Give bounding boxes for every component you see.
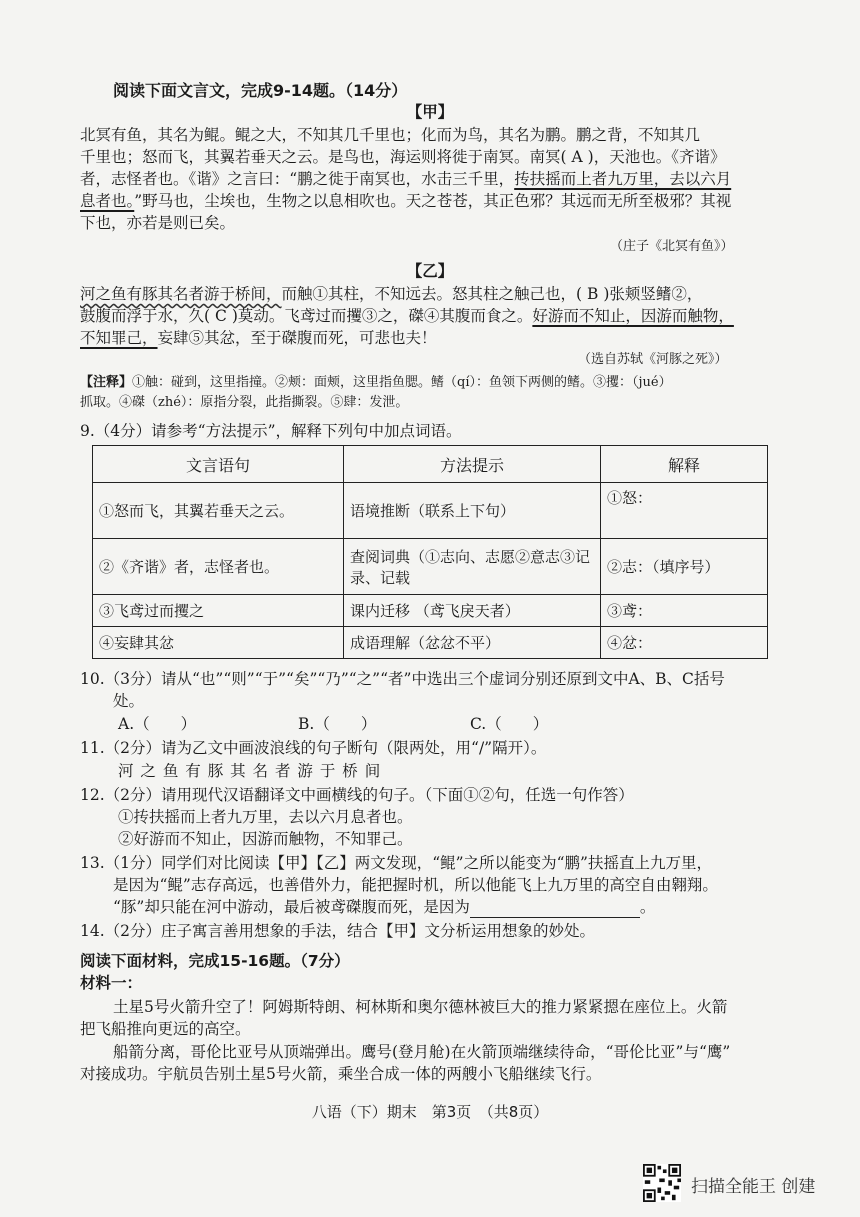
- page-footer: 八语（下）期末 第3页 （共8页）: [311, 1103, 549, 1121]
- q13-line-3: “豚”却只能在河中游动，最后被鸢磔腹而死，是因为 。: [113, 898, 656, 916]
- q10-option-B[interactable]: B.（ ）: [298, 715, 377, 733]
- material-1-p1-l2: 把飞船推向更远的高空。: [80, 1020, 251, 1038]
- yi-title: 【乙】: [406, 262, 454, 280]
- note-line-1: 【注释】①触：碰到，这里指撞。②颊：面颊，这里指鱼腮。鳍（qí）：鱼领下两侧的鳍。③攫：（jué）: [80, 375, 672, 390]
- q9-sentence: ④妄肆其忿: [93, 627, 344, 659]
- jia-source: （庄子《北冥有鱼》）: [610, 239, 734, 254]
- jia-line-5: 下也，亦若是则已矣。: [80, 214, 236, 232]
- jia-line-2: 千里也；怒而飞，其翼若垂天之云。是鸟也，海运则将徙于南冥。南冥( A )，天池也。《齐谐》: [80, 148, 726, 166]
- q10-line-2: 处。: [113, 692, 145, 710]
- material-1-p2-l2: 对接成功。宇航员告别土星5号火箭，乘坐合成一体的两艘小飞船继续飞行。: [80, 1065, 602, 1083]
- q9-hint: 语境推断（联系上下句）: [344, 483, 601, 539]
- table-row: [93, 483, 768, 539]
- jia-line-4: 息者也。”野马也，尘埃也，生物之以息相吹也。天之苍苍，其正色邪？其远而无所至极邪？其视: [80, 192, 732, 210]
- translate-underline-1: 抟扶摇而上者九万里，去以六月: [514, 170, 732, 188]
- q13-line-2: 是因为“鲲”志存高远，也善借外力，能把握时机，所以他能飞上九万里的高空自由翱翔。: [113, 876, 718, 894]
- q9-header-sentence: 文言语句: [93, 446, 344, 483]
- section-heading: 阅读下面文言文，完成9-14题。（14分）: [113, 81, 408, 100]
- q12-sentence-1: ①抟扶摇而上者九万里，去以六月息者也。: [118, 808, 413, 826]
- q11-sentence: 河 之 鱼 有 豚 其 名 者 游 于 桥 间: [118, 762, 382, 780]
- material-1-p2-l1: 船箭分离，哥伦比亚号从顶端弹出。鹰号(登月舱)在火箭顶端继续待命，“哥伦比亚”与“鹰”: [113, 1043, 731, 1061]
- q10-line-1: 10.（3分）请从“也”“则”“于”“矣”“乃”“之”“者”中选出三个虚词分别还原到文中A、B、C括号: [80, 670, 725, 688]
- yi-line-1: 河之鱼有豚其名者游于桥间，而触①其柱，不知远去。怒其柱之触己也，( B )张颊竖鳍②，: [80, 285, 703, 303]
- q10-option-A[interactable]: A.（ ）: [118, 715, 197, 733]
- q10-option-C[interactable]: C.（ ）: [470, 715, 549, 733]
- q11-stem: 11.（2分）请为乙文中画波浪线的句子断句（限两处，用“/”隔开）。: [80, 739, 547, 757]
- yi-source: （选自苏轼《河豚之死》）: [578, 352, 728, 367]
- blank-C: C: [215, 307, 227, 325]
- jia-line-3: 者，志怪者也。《谐》之言曰：“鹏之徙于南冥也，水击三千里，抟扶摇而上者九万里，去以六月: [80, 170, 732, 188]
- qr-code-icon: [643, 1164, 681, 1202]
- note-line-2: 抓取。④磔（zhé）：原指分裂，此指撕裂。⑤肆：发泄。: [80, 395, 409, 410]
- q9-hint: 课内迁移 （鸢飞戾天者）: [344, 595, 601, 627]
- q9-answer-cell[interactable]: ②志：（填序号）: [601, 539, 768, 595]
- q9-header-answer: 解释: [601, 446, 768, 483]
- material-1-p1-l1: 土星5号火箭升空了！阿姆斯特朗、柯林斯和奥尔德林被巨大的推力紧紧摁在座位上。火箭: [113, 998, 728, 1016]
- q9-table: [92, 445, 768, 659]
- q12-stem: 12.（2分）请用现代汉语翻译文中画横线的句子。（下面①②句，任选一句作答）: [80, 786, 634, 804]
- blank-B: B: [587, 285, 599, 303]
- q14-stem: 14.（2分）庄子寓言善用想象的手法，结合【甲】文分析运用想象的妙处。: [80, 922, 596, 940]
- q9-answer-cell[interactable]: ④忿：: [601, 627, 768, 659]
- q9-answer-cell[interactable]: ①怒：: [601, 483, 768, 539]
- q9-sentence: ③飞鸢过而攫之: [93, 595, 344, 627]
- table-row: [93, 539, 768, 595]
- translate-underline-2: 好游而不知止，因游而触物，: [532, 307, 734, 325]
- watermark-text: 扫描全能王 创建: [691, 1177, 816, 1197]
- translate-underline-1b: 息者也。: [80, 192, 135, 210]
- table-row: [93, 595, 768, 627]
- q9-answer-cell[interactable]: ③鸢：: [601, 595, 768, 627]
- q9-header-hint: 方法提示: [344, 446, 601, 483]
- blank-A: A: [571, 148, 583, 166]
- table-row: [93, 627, 768, 659]
- wavy-sentence: 河之鱼有豚其名者游于桥间，: [80, 285, 282, 303]
- q12-sentence-2: ②好游而不知止，因游而触物，不知罪己。: [118, 830, 413, 848]
- q13-line-1: 13.（1分）同学们对比阅读【甲】【乙】两文发现，“鲲”之所以能变为“鹏”扶摇直上九万里，: [80, 854, 712, 872]
- translate-underline-2b: 不知罪己，: [80, 329, 158, 347]
- scanner-watermark: [643, 1164, 843, 1204]
- jia-title: 【甲】: [406, 103, 454, 121]
- q13-answer-blank[interactable]: [470, 901, 640, 918]
- jia-line-1: 北冥有鱼，其名为鲲。鲲之大，不知其几千里也；化而为鸟，其名为鹏。鹏之背，不知其几: [80, 126, 701, 144]
- yi-line-3: 不知罪己，妄肆⑤其忿，至于磔腹而死，可悲也夫！: [80, 329, 437, 347]
- q9-hint: 查阅词典（①志向、志愿②意志③记录、记载: [344, 539, 601, 595]
- q9-sentence: ①怒而飞，其翼若垂天之云。: [93, 483, 344, 539]
- q9-sentence: ②《齐谐》者，志怪者也。: [93, 539, 344, 595]
- q9-stem: 9.（4分）请参考“方法提示”，解释下列句中加点词语。: [80, 422, 462, 440]
- q9-hint: 成语理解（忿忿不平）: [344, 627, 601, 659]
- yi-line-2: 鼓腹而浮于水，久( C )莫动。飞鸢过而攫③之，磔④其腹而食之。好游而不知止，因游而触物，: [80, 307, 734, 325]
- material-1-label: 材料一：: [80, 974, 143, 992]
- section2-heading: 阅读下面材料，完成15-16题。（7分）: [80, 952, 350, 970]
